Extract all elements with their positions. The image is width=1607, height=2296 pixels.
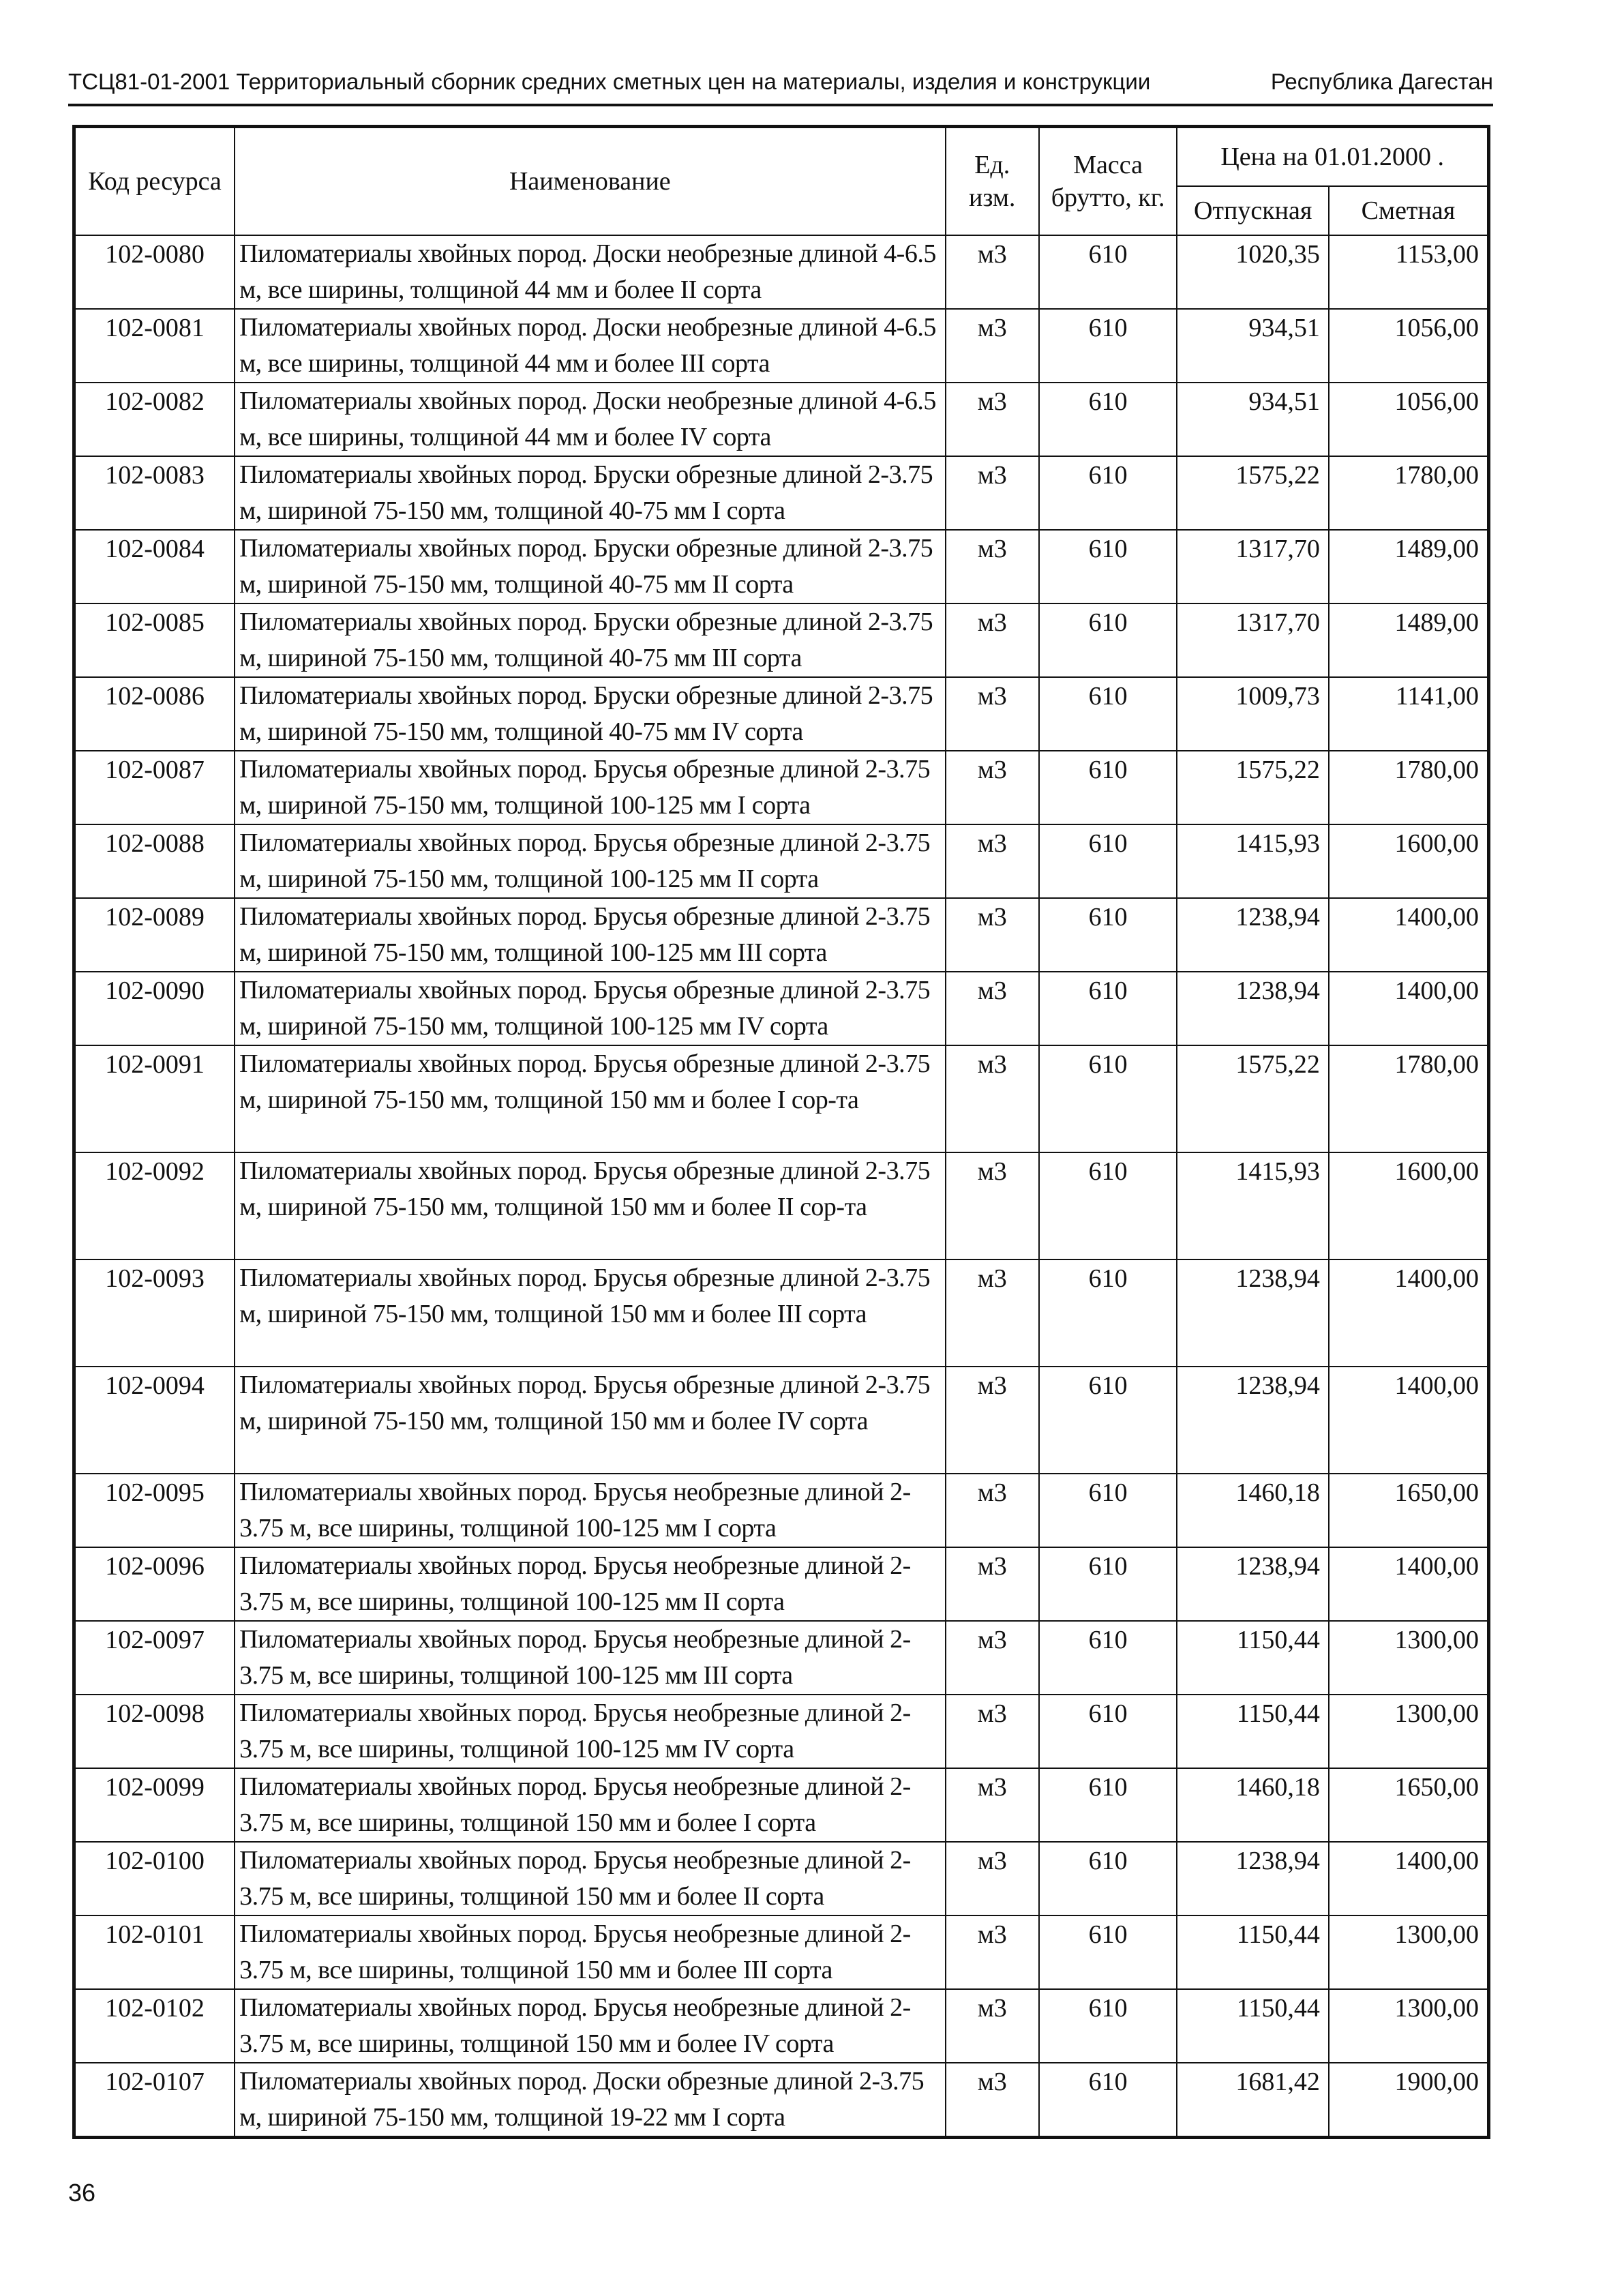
- resource-code: 102-0090: [74, 972, 235, 1045]
- price-table: [72, 125, 1490, 2139]
- unit-of-measure: м3: [946, 603, 1039, 677]
- gross-mass: 610: [1039, 1989, 1177, 2063]
- gross-mass: 610: [1039, 1045, 1177, 1152]
- resource-name: Пиломатериалы хвойных пород. Бруски обрезные длиной 2-3.75 м, шириной 75-150 мм, толщиной 40-75 мм II сорта: [235, 530, 946, 603]
- gross-mass: 610: [1039, 677, 1177, 751]
- release-price: 1317,70: [1177, 530, 1329, 603]
- unit-of-measure: м3: [946, 1842, 1039, 1915]
- estimate-price: 1600,00: [1329, 1152, 1489, 1259]
- resource-code: 102-0089: [74, 898, 235, 972]
- release-price: 1150,44: [1177, 1915, 1329, 1989]
- estimate-price: 1300,00: [1329, 1695, 1489, 1768]
- estimate-price: 1400,00: [1329, 1367, 1489, 1474]
- release-price: 1238,94: [1177, 1367, 1329, 1474]
- unit-of-measure: м3: [946, 898, 1039, 972]
- release-price: 1575,22: [1177, 1045, 1329, 1152]
- table-header: [74, 127, 1489, 236]
- collection-title: ТСЦ81-01-2001 Территориальный сборник средних сметных цен на материалы, изделия и конструкции: [68, 69, 1151, 94]
- region-name: Республика Дагестан: [1270, 69, 1493, 94]
- table-row: [74, 1842, 1489, 1915]
- table-row: [74, 1695, 1489, 1768]
- unit-of-measure: м3: [946, 1989, 1039, 2063]
- gross-mass: 610: [1039, 1842, 1177, 1915]
- table-body: [74, 235, 1489, 2138]
- release-price: 1150,44: [1177, 1621, 1329, 1695]
- unit-of-measure: м3: [946, 1259, 1039, 1367]
- unit-of-measure: м3: [946, 1367, 1039, 1474]
- col-header-price-group: Цена на 01.01.2000 .: [1177, 127, 1488, 187]
- estimate-price: 1300,00: [1329, 1989, 1489, 2063]
- page-header: [68, 61, 1493, 102]
- resource-code: 102-0088: [74, 824, 235, 898]
- table-row: [74, 1989, 1489, 2063]
- estimate-price: 1056,00: [1329, 309, 1489, 383]
- resource-code: 102-0102: [74, 1989, 235, 2063]
- unit-of-measure: м3: [946, 824, 1039, 898]
- resource-code: 102-0096: [74, 1547, 235, 1621]
- table-row: [74, 824, 1489, 898]
- gross-mass: 610: [1039, 603, 1177, 677]
- release-price: 1238,94: [1177, 972, 1329, 1045]
- release-price: 1150,44: [1177, 1695, 1329, 1768]
- release-price: 1415,93: [1177, 1152, 1329, 1259]
- unit-of-measure: м3: [946, 2063, 1039, 2138]
- col-header-name: Наименование: [235, 127, 946, 236]
- resource-code: 102-0087: [74, 751, 235, 824]
- resource-name: Пиломатериалы хвойных пород. Брусья необрезные длиной 2-3.75 м, все ширины, толщиной 150 мм и более I сорта: [235, 1768, 946, 1842]
- estimate-price: 1300,00: [1329, 1621, 1489, 1695]
- resource-code: 102-0098: [74, 1695, 235, 1768]
- gross-mass: 610: [1039, 1547, 1177, 1621]
- col-header-price-release: Отпускная: [1177, 186, 1329, 235]
- resource-code: 102-0095: [74, 1474, 235, 1547]
- release-price: 1238,94: [1177, 898, 1329, 972]
- estimate-price: 1400,00: [1329, 1259, 1489, 1367]
- resource-name: Пиломатериалы хвойных пород. Брусья обрезные длиной 2-3.75 м, шириной 75-150 мм, толщиной 150 мм и более I сор-та: [235, 1045, 946, 1152]
- release-price: 1575,22: [1177, 751, 1329, 824]
- release-price: 1317,70: [1177, 603, 1329, 677]
- col-header-unit: Ед. изм.: [946, 127, 1039, 236]
- resource-code: 102-0093: [74, 1259, 235, 1367]
- estimate-price: 1600,00: [1329, 824, 1489, 898]
- unit-of-measure: м3: [946, 1768, 1039, 1842]
- release-price: 1020,35: [1177, 235, 1329, 309]
- table-row: [74, 972, 1489, 1045]
- unit-of-measure: м3: [946, 972, 1039, 1045]
- estimate-price: 1780,00: [1329, 1045, 1489, 1152]
- resource-name: Пиломатериалы хвойных пород. Брусья необрезные длиной 2-3.75 м, все ширины, толщиной 100-125 мм II сорта: [235, 1547, 946, 1621]
- resource-code: 102-0100: [74, 1842, 235, 1915]
- resource-code: 102-0091: [74, 1045, 235, 1152]
- gross-mass: 610: [1039, 1621, 1177, 1695]
- gross-mass: 610: [1039, 898, 1177, 972]
- resource-code: 102-0083: [74, 456, 235, 530]
- gross-mass: 610: [1039, 2063, 1177, 2138]
- resource-code: 102-0099: [74, 1768, 235, 1842]
- unit-of-measure: м3: [946, 456, 1039, 530]
- unit-of-measure: м3: [946, 1152, 1039, 1259]
- release-price: 1460,18: [1177, 1474, 1329, 1547]
- table-row: [74, 1045, 1489, 1152]
- unit-of-measure: м3: [946, 1915, 1039, 1989]
- resource-name: Пиломатериалы хвойных пород. Доски необрезные длиной 4-6.5 м, все ширины, толщиной 44 мм и более III сорта: [235, 309, 946, 383]
- estimate-price: 1780,00: [1329, 751, 1489, 824]
- gross-mass: 610: [1039, 309, 1177, 383]
- estimate-price: 1900,00: [1329, 2063, 1489, 2138]
- gross-mass: 610: [1039, 530, 1177, 603]
- page-number: 36: [68, 2179, 96, 2207]
- estimate-price: 1141,00: [1329, 677, 1489, 751]
- resource-name: Пиломатериалы хвойных пород. Доски обрезные длиной 2-3.75 м, шириной 75-150 мм, толщиной 19-22 мм I сорта: [235, 2063, 946, 2138]
- resource-name: Пиломатериалы хвойных пород. Брусья необрезные длиной 2-3.75 м, все ширины, толщиной 150 мм и более IV сорта: [235, 1989, 946, 2063]
- table-row: [74, 235, 1489, 309]
- table-row: [74, 456, 1489, 530]
- resource-code: 102-0080: [74, 235, 235, 309]
- resource-name: Пиломатериалы хвойных пород. Брусья необрезные длиной 2-3.75 м, все ширины, толщиной 100-125 мм III сорта: [235, 1621, 946, 1695]
- estimate-price: 1780,00: [1329, 456, 1489, 530]
- table-row: [74, 2063, 1489, 2138]
- release-price: 1009,73: [1177, 677, 1329, 751]
- resource-name: Пиломатериалы хвойных пород. Брусья обрезные длиной 2-3.75 м, шириной 75-150 мм, толщиной 150 мм и более II сор-та: [235, 1152, 946, 1259]
- estimate-price: 1300,00: [1329, 1915, 1489, 1989]
- gross-mass: 610: [1039, 235, 1177, 309]
- estimate-price: 1650,00: [1329, 1474, 1489, 1547]
- resource-code: 102-0085: [74, 603, 235, 677]
- table-row: [74, 898, 1489, 972]
- col-header-price-estimate: Сметная: [1329, 186, 1489, 235]
- release-price: 1460,18: [1177, 1768, 1329, 1842]
- unit-of-measure: м3: [946, 235, 1039, 309]
- gross-mass: 610: [1039, 1367, 1177, 1474]
- table-row: [74, 530, 1489, 603]
- table-row: [74, 751, 1489, 824]
- table-row: [74, 677, 1489, 751]
- release-price: 1238,94: [1177, 1842, 1329, 1915]
- table-row: [74, 1621, 1489, 1695]
- header-rule: [68, 104, 1493, 106]
- resource-name: Пиломатериалы хвойных пород. Брусья необрезные длиной 2-3.75 м, все ширины, толщиной 150 мм и более II сорта: [235, 1842, 946, 1915]
- resource-name: Пиломатериалы хвойных пород. Брусья необрезные длиной 2-3.75 м, все ширины, толщиной 100-125 мм IV сорта: [235, 1695, 946, 1768]
- table-row: [74, 1259, 1489, 1367]
- release-price: 934,51: [1177, 383, 1329, 456]
- unit-of-measure: м3: [946, 383, 1039, 456]
- estimate-price: 1400,00: [1329, 898, 1489, 972]
- release-price: 1415,93: [1177, 824, 1329, 898]
- estimate-price: 1153,00: [1329, 235, 1489, 309]
- unit-of-measure: м3: [946, 1621, 1039, 1695]
- table-row: [74, 309, 1489, 383]
- gross-mass: 610: [1039, 1259, 1177, 1367]
- unit-of-measure: м3: [946, 1695, 1039, 1768]
- release-price: 1238,94: [1177, 1259, 1329, 1367]
- release-price: 1681,42: [1177, 2063, 1329, 2138]
- unit-of-measure: м3: [946, 751, 1039, 824]
- gross-mass: 610: [1039, 383, 1177, 456]
- resource-name: Пиломатериалы хвойных пород. Бруски обрезные длиной 2-3.75 м, шириной 75-150 мм, толщиной 40-75 мм I сорта: [235, 456, 946, 530]
- resource-name: Пиломатериалы хвойных пород. Брусья обрезные длиной 2-3.75 м, шириной 75-150 мм, толщиной 100-125 мм IV сорта: [235, 972, 946, 1045]
- table-row: [74, 1768, 1489, 1842]
- table-row: [74, 603, 1489, 677]
- table-row: [74, 1152, 1489, 1259]
- gross-mass: 610: [1039, 1152, 1177, 1259]
- resource-name: Пиломатериалы хвойных пород. Брусья необрезные длиной 2-3.75 м, все ширины, толщиной 100-125 мм I сорта: [235, 1474, 946, 1547]
- gross-mass: 610: [1039, 1915, 1177, 1989]
- release-price: 1150,44: [1177, 1989, 1329, 2063]
- estimate-price: 1400,00: [1329, 1547, 1489, 1621]
- col-header-mass: Масса брутто, кг.: [1039, 127, 1177, 236]
- resource-code: 102-0082: [74, 383, 235, 456]
- unit-of-measure: м3: [946, 677, 1039, 751]
- resource-name: Пиломатериалы хвойных пород. Брусья обрезные длиной 2-3.75 м, шириной 75-150 мм, толщиной 100-125 мм II сорта: [235, 824, 946, 898]
- resource-code: 102-0084: [74, 530, 235, 603]
- resource-code: 102-0107: [74, 2063, 235, 2138]
- table-row: [74, 1474, 1489, 1547]
- resource-name: Пиломатериалы хвойных пород. Доски необрезные длиной 4-6.5 м, все ширины, толщиной 44 мм и более II сорта: [235, 235, 946, 309]
- unit-of-measure: м3: [946, 530, 1039, 603]
- estimate-price: 1400,00: [1329, 1842, 1489, 1915]
- resource-code: 102-0081: [74, 309, 235, 383]
- unit-of-measure: м3: [946, 1474, 1039, 1547]
- estimate-price: 1400,00: [1329, 972, 1489, 1045]
- resource-code: 102-0086: [74, 677, 235, 751]
- resource-code: 102-0101: [74, 1915, 235, 1989]
- release-price: 1238,94: [1177, 1547, 1329, 1621]
- col-header-code: Код ресурса: [74, 127, 235, 236]
- resource-name: Пиломатериалы хвойных пород. Брусья обрезные длиной 2-3.75 м, шириной 75-150 мм, толщиной 150 мм и более IV сорта: [235, 1367, 946, 1474]
- estimate-price: 1650,00: [1329, 1768, 1489, 1842]
- unit-of-measure: м3: [946, 1547, 1039, 1621]
- release-price: 934,51: [1177, 309, 1329, 383]
- gross-mass: 610: [1039, 1474, 1177, 1547]
- resource-name: Пиломатериалы хвойных пород. Доски необрезные длиной 4-6.5 м, все ширины, толщиной 44 мм и более IV сорта: [235, 383, 946, 456]
- estimate-price: 1489,00: [1329, 530, 1489, 603]
- resource-name: Пиломатериалы хвойных пород. Брусья обрезные длиной 2-3.75 м, шириной 75-150 мм, толщиной 100-125 мм I сорта: [235, 751, 946, 824]
- resource-code: 102-0097: [74, 1621, 235, 1695]
- resource-name: Пиломатериалы хвойных пород. Бруски обрезные длиной 2-3.75 м, шириной 75-150 мм, толщиной 40-75 мм III сорта: [235, 603, 946, 677]
- resource-name: Пиломатериалы хвойных пород. Брусья обрезные длиной 2-3.75 м, шириной 75-150 мм, толщиной 150 мм и более III сорта: [235, 1259, 946, 1367]
- unit-of-measure: м3: [946, 309, 1039, 383]
- resource-name: Пиломатериалы хвойных пород. Брусья необрезные длиной 2-3.75 м, все ширины, толщиной 150 мм и более III сорта: [235, 1915, 946, 1989]
- table-row: [74, 1367, 1489, 1474]
- release-price: 1575,22: [1177, 456, 1329, 530]
- resource-code: 102-0092: [74, 1152, 235, 1259]
- table-row: [74, 1547, 1489, 1621]
- estimate-price: 1489,00: [1329, 603, 1489, 677]
- gross-mass: 610: [1039, 972, 1177, 1045]
- table-row: [74, 1915, 1489, 1989]
- resource-code: 102-0094: [74, 1367, 235, 1474]
- estimate-price: 1056,00: [1329, 383, 1489, 456]
- gross-mass: 610: [1039, 824, 1177, 898]
- table-row: [74, 383, 1489, 456]
- gross-mass: 610: [1039, 456, 1177, 530]
- gross-mass: 610: [1039, 751, 1177, 824]
- unit-of-measure: м3: [946, 1045, 1039, 1152]
- resource-name: Пиломатериалы хвойных пород. Брусья обрезные длиной 2-3.75 м, шириной 75-150 мм, толщиной 100-125 мм III сорта: [235, 898, 946, 972]
- gross-mass: 610: [1039, 1768, 1177, 1842]
- resource-name: Пиломатериалы хвойных пород. Бруски обрезные длиной 2-3.75 м, шириной 75-150 мм, толщиной 40-75 мм IV сорта: [235, 677, 946, 751]
- gross-mass: 610: [1039, 1695, 1177, 1768]
